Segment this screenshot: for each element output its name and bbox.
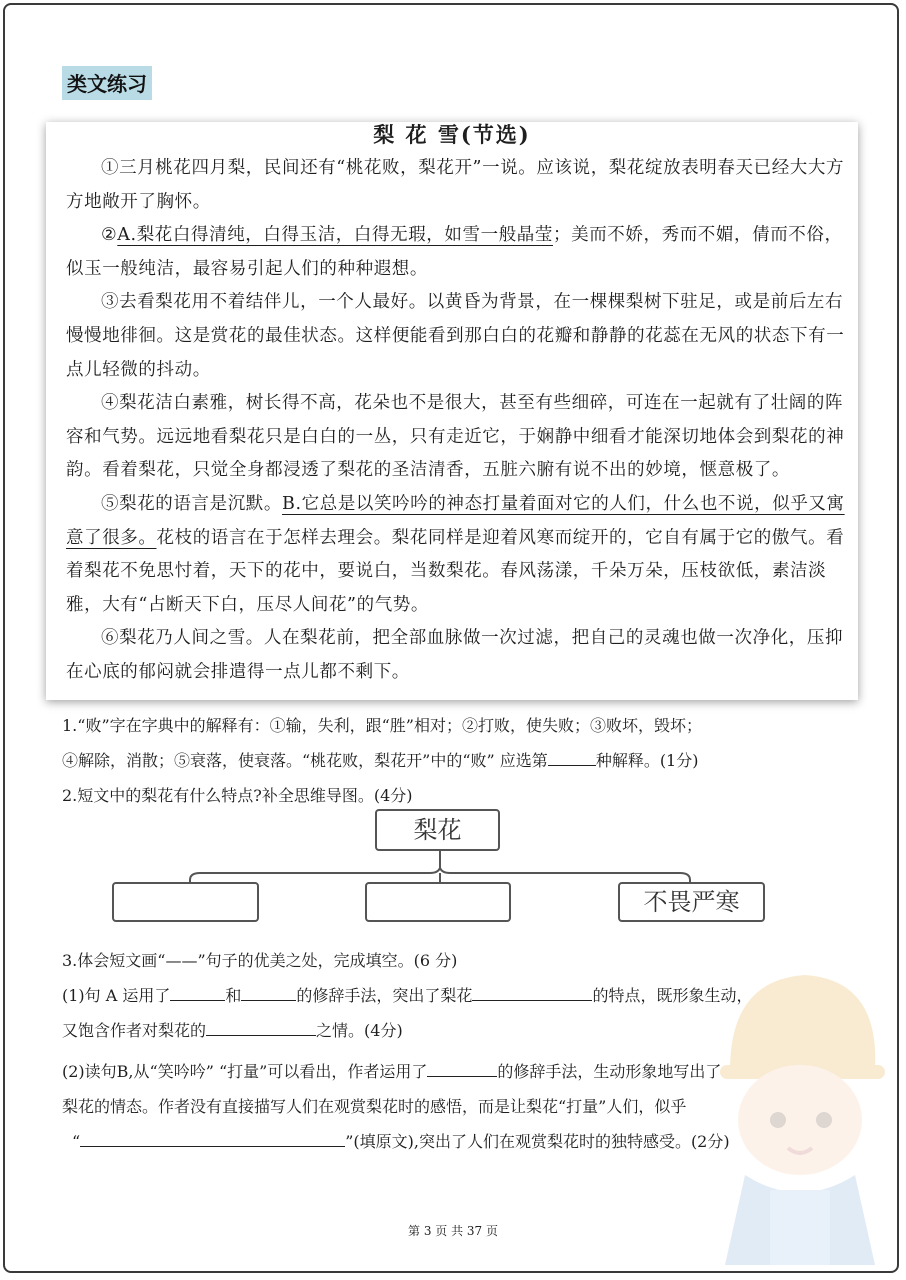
- answer-blank-q3-1-c[interactable]: [472, 984, 592, 1001]
- paragraph-2-rest: ；美而不娇，秀而不媚，倩而不俗，似玉一般纯洁，最容易引起人们的种种遐想。: [66, 225, 843, 279]
- q3-1-text-f: 之情。(4分): [316, 1021, 403, 1040]
- answer-blank-q3-1-b[interactable]: [241, 984, 296, 1001]
- q3-2-text-e: ”(填原文),突出了人们在观赏梨花时的独特感受。(2分): [345, 1132, 730, 1151]
- answer-blank-q1[interactable]: [548, 749, 596, 766]
- mind-map-branch-3: 不畏严寒: [618, 882, 765, 922]
- paragraph-5: [66, 488, 850, 622]
- cartoon-girl-watermark-icon: [700, 960, 900, 1265]
- answer-blank-q3-2-a[interactable]: [427, 1060, 497, 1077]
- question-3-2-line-2: 梨花的情态。作者没有直接描写人们在观赏梨花时的感悟，而是让梨花“打量”人们，似乎: [62, 1097, 687, 1116]
- paragraph-1: ①三月桃花四月梨，民间还有“桃花败，梨花开”一说。应该说，梨花绽放表明春天已经大大方方地敞开了胸怀。: [66, 158, 845, 212]
- question-2: 2.短文中的梨花有什么特点?补全思维导图。(4分): [62, 786, 413, 805]
- paragraph-2: [66, 219, 850, 286]
- paragraph-6: ⑥梨花乃人间之雪。人在梨花前，把全部血脉做一次过滤，把自己的灵魂也做一次净化，压抑在心底的郁闷就会排遣得一点儿都不剩下。: [66, 628, 844, 682]
- q3-1-text-b: 和: [225, 986, 242, 1005]
- paragraph-4: ④梨花洁白素雅，树长得不高，花朵也不是很大，甚至有些细碎，可连在一起就有了壮阔的阵容和气势。远远地看梨花只是白白的一丛，只有走近它，于娴静中细看才能深切地体会到梨花的神韵。看着梨花，只觉全身都浸透了梨花的圣洁清香，五脏六腑有说不出的妙境，惬意极了。: [66, 393, 845, 481]
- sentence-a-underlined: A.梨花白得清纯，白得玉洁，白得无瑕，如雪一般晶莹: [117, 225, 553, 246]
- question-1-line-2: [62, 743, 852, 778]
- passage-body: [66, 152, 850, 690]
- question-1-line-1: 1.“败”字在字典中的解释有：①输，失利，跟“胜”相对；②打败，使失败；③败坏，毁坏；: [62, 716, 702, 735]
- mind-map-branch-2[interactable]: [365, 882, 511, 922]
- reading-passage: [46, 122, 858, 700]
- paragraph-2-number: ②: [101, 225, 118, 246]
- question-3: 3.体会短文画“——”句子的优美之处，完成填空。(6 分): [62, 951, 458, 970]
- answer-blank-q3-1-a[interactable]: [170, 984, 225, 1001]
- q3-2-open-quote: “: [72, 1132, 81, 1151]
- q3-1-text-d: 的特点，既形象生动，: [592, 986, 753, 1005]
- sentence-b-underlined: B.它总是以笑吟吟的神态打量着面对它的人们，什么也不说，似乎又寓意了很多。: [66, 493, 845, 548]
- page-footer: 第 3 页 共 37 页: [408, 1224, 498, 1238]
- q3-1-text-a: (1)句 A 运用了: [62, 986, 171, 1005]
- question-1-score: 种解释。(1分): [595, 751, 699, 770]
- q3-2-text-b: 的修辞手法，生动形象地写出了: [497, 1062, 722, 1081]
- q3-1-text-c: 的修辞手法，突出了梨花: [296, 986, 473, 1005]
- mind-map-root: 梨花: [375, 809, 500, 851]
- q3-2-text-a: (2)读句B,从“笑吟吟” “打量”可以看出，作者运用了: [62, 1062, 428, 1081]
- mind-map-branch-1[interactable]: [112, 882, 259, 922]
- paragraph-5-rest: 花枝的语言在于怎样去理会。梨花同样是迎着风寒而绽开的，它自有属于它的傲气。看着梨花不免思忖着，天下的花中，要说白，当数梨花。春风荡漾，千朵万朵，压枝欲低，素洁淡雅，大有“占断天下白，压尽人间花”的气势。: [66, 527, 845, 615]
- paragraph-5-start: ⑤梨花的语言是沉默。: [101, 493, 282, 514]
- section-tag: 类文练习: [62, 66, 152, 100]
- answer-blank-q3-1-d[interactable]: [206, 1019, 316, 1036]
- q3-1-text-e: 又饱含作者对梨花的: [62, 1021, 207, 1040]
- mind-map: [100, 800, 780, 930]
- answer-blank-q3-2-b[interactable]: [80, 1130, 345, 1147]
- paragraph-3: ③去看梨花用不着结伴儿，一个人最好。以黄昏为背景，在一棵棵梨树下驻足，或是前后左右慢慢地徘徊。这是赏花的最佳状态。这样便能看到那白白的花瓣和静静的花蕊在无风的状态下有一点儿轻微的抖动。: [66, 292, 845, 380]
- question-1-text: ④解除，消散；⑤衰落，使衰落。“桃花败，梨花开”中的“败” 应选第: [62, 751, 548, 770]
- passage-title: 梨 花 雪(节选): [373, 122, 531, 147]
